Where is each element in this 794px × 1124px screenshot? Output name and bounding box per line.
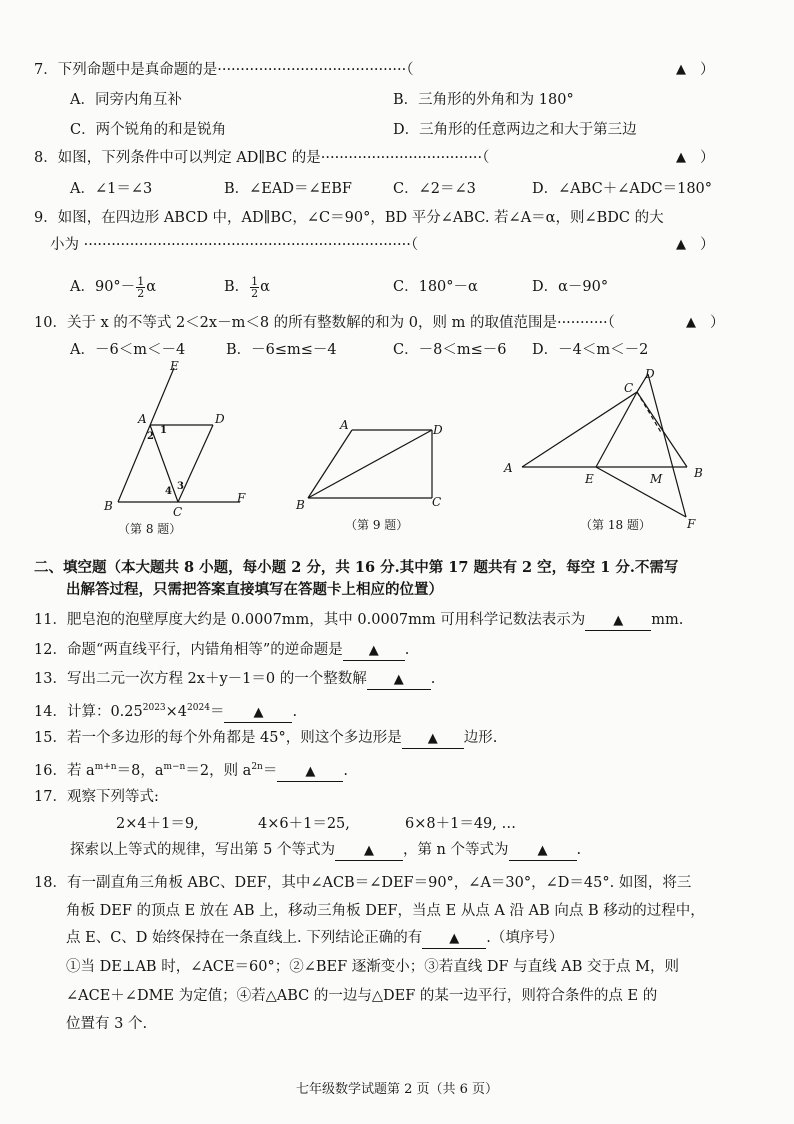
answer-blank: ▲ [277,763,343,782]
bracket-close: ） [710,315,725,331]
q12-post: . [404,642,410,658]
fraction-denominator: 2 [137,286,145,300]
q17-ask-line [0,838,794,862]
q11-text [34,608,683,632]
q17-eq1: 2×4＋1＝9, [116,816,199,832]
q18-text-2: 角板 DEF 的顶点 E 放在 AB 上，移动三角板 DEF，当点 E 从点 A 沿 AB 向点 B 移动的过程中， [66,903,705,919]
q18-line1 [0,871,794,895]
q9-stem-2: 小为 ·······································································（ [50,237,419,253]
q15-text [34,726,497,750]
q9-stem-line1 [0,206,794,230]
q10-option-a: A．－6＜m＜－4 [70,342,186,358]
q8-stem: 8．如图，下列条件中可以判定 AD∥BC 的是···································（ [34,150,490,166]
label-f: F [237,491,246,505]
label-m: M [650,472,663,486]
label-e: E [170,360,179,373]
q15-pre: 15．若一个多边形的每个外角都是 45°，则这个多边形是 [34,730,402,746]
q7-option-c: C．两个锐角的和是锐角 [70,122,227,138]
q9-stem-1: 9．如图，在四边形 ABCD 中，AD∥BC，∠C＝90°，BD 平分∠ABC. 若∠A＝α，则∠BDC 的大 [34,210,664,226]
q7-option-b: B．三角形的外角和为 180° [393,92,574,108]
q14-exp2: 2024 [187,703,210,713]
q9-options [0,272,794,302]
q13-line [0,667,794,691]
answer-blank: ▲ [585,612,651,631]
figure-8-caption: （第 8 题） [118,522,182,536]
fraction-denominator: 2 [251,286,259,300]
fraction-half [250,276,259,299]
q18-text-4: ①当 DE⊥AB 时，∠ACE＝60°；②∠BEF 逐渐变小；③若直线 DF 与直线 AB 交于点 M，则 [66,959,679,975]
q9-option-b-suffix: α [260,279,270,295]
q8-options [0,177,794,201]
answer-blank: ▲ [224,704,292,723]
q14-mid: ×4 [165,703,188,720]
q7-stem-line [0,58,794,82]
q8-option-b: B．∠EAD＝∠EBF [224,181,352,197]
q16-exp3: 2n [251,762,263,772]
q10-option-b: B．－6≤m≤－4 [226,342,337,358]
q13-text [34,667,435,691]
q9-option-b-prefix: B． [224,279,250,295]
q17-ask-mid: ，第 n 个等式为 [402,842,509,858]
q14-post: . [292,703,298,720]
bracket-close: ） [700,62,715,78]
q16-exp2: m−n [163,762,186,772]
label-d: D [215,412,225,426]
page-footer: 七年级数学试题第 2 页（共 6 页） [295,1082,499,1097]
label-a: A [504,461,513,475]
q16-line [0,755,794,779]
angle-4: 4 [165,486,172,497]
q18-line2 [0,899,794,923]
q17-ask [70,838,581,862]
q17-equations [0,812,794,836]
line-df [648,374,686,517]
answer-blank: ▲ [367,671,431,690]
answer-blank: ▲ [422,930,486,949]
bracket-close: ） [700,150,715,166]
q9-option-b [224,272,270,302]
label-a: A [340,418,349,432]
label-f: F [687,517,696,531]
angle-1: 1 [160,425,167,436]
q9-option-a-suffix: α [146,279,156,295]
q7-stem: 7．下列命题中是真命题的是·········································（ [34,62,414,78]
answer-blank: ▲ [343,642,405,661]
q14-eq: ＝ [209,703,225,720]
q10-stem-line [0,311,794,335]
q10-stem: 10．关于 x 的不等式 2＜2x－m＜8 的所有整数解的和为 0，则 m 的取值范围是···········（ [34,315,615,331]
angle-3: 3 [177,481,184,492]
q17-title: 17．观察下列等式: [34,789,159,805]
q8-option-a: A．∠1＝∠3 [70,181,153,197]
figure-9 [290,410,460,520]
q11-post: mm. [651,612,684,628]
q16-mid1: ＝8，a [116,762,164,779]
label-b: B [296,498,305,512]
q18-line6 [0,1012,794,1036]
q18-text-1: 18．有一副直角三角板 ABC、DEF，其中∠ACB＝∠DEF＝90°，∠A＝30°，∠D＝45°. 如图，将三 [34,875,692,891]
q11-pre: 11．肥皂泡的泡壁厚度大约是 0.0007mm，其中 0.0007mm 可用科学记数法表示为 [34,612,586,628]
q17-ask-pre: 探索以上等式的规律，写出第 5 个等式为 [70,842,335,858]
line-ac [150,425,178,502]
q9-option-a-prefix: A．90°－ [70,279,136,295]
q18-line5 [0,984,794,1008]
label-a: A [138,412,147,426]
q16-eq: ＝ [262,762,278,779]
figure-8 [100,360,260,520]
answer-blank: ▲ [509,842,577,861]
q18-text-3 [66,926,563,950]
q9-option-a [70,272,156,302]
q17-eq3: 6×8＋1＝49, … [405,816,516,832]
figure-18-caption: （第 18 题） [580,518,651,532]
section2-heading-2: 出解答过程，只需把答案直接填写在答题卡上相应的位置） [66,581,443,598]
answer-mark: ▲ [676,237,686,252]
q14-pre: 14．计算：0.25 [34,703,143,720]
answer-blank: ▲ [402,730,464,749]
angle-2: 2 [147,431,154,442]
section2-heading-1: 二、填空题（本大题共 8 小题，每小题 2 分，共 16 分.其中第 17 题共有 2 空，每空 1 分.不需写 [34,559,679,576]
figure-18 [500,362,720,532]
q18-text-5: ∠ACE＋∠DME 为定值；④若△ABC 的一边与△DEF 的某一边平行，则符合条件的点 E 的 [66,988,658,1004]
q7-option-a: A．同旁内角互补 [70,92,182,108]
q8-option-c: C．∠2＝∠3 [393,181,476,197]
q7-options-row2 [0,118,794,142]
bracket-close: ） [700,237,715,253]
label-e: E [585,472,594,486]
q16-exp1: m+n [94,762,117,772]
line-ac [522,392,637,467]
q12-text [34,638,409,662]
answer-mark: ▲ [686,315,696,330]
q14-line [0,696,794,720]
answer-mark: ▲ [676,150,686,165]
label-c: C [432,495,442,509]
figure-9-caption: （第 9 题） [345,518,409,532]
q10-options [0,338,794,362]
fraction-numerator: 1 [251,274,259,288]
q17-eq2: 4×6＋1＝25, [258,816,350,832]
q18-text-6: 位置有 3 个. [66,1016,148,1032]
q13-post: . [430,671,436,687]
q12-pre: 12．命题“两直线平行，内错角相等”的逆命题是 [34,642,343,658]
label-c: C [173,505,183,519]
q17-ask-post: . [576,842,582,858]
q15-post: 边形. [463,730,498,746]
fraction-numerator: 1 [137,274,145,288]
q9-option-c: C．180°－α [393,279,478,295]
q12-line [0,638,794,662]
q10-option-d: D．－4＜m＜－2 [532,342,649,358]
q17-title-line [0,785,794,809]
q8-option-d: D．∠ABC＋∠ADC＝180° [532,181,713,197]
q16-mid2: ＝2，则 a [185,762,252,779]
q13-pre: 13．写出二元一次方程 2x＋y－1＝0 的一个整数解 [34,671,367,687]
q8-stem-line [0,146,794,170]
line-bd [308,430,432,498]
line-ab [308,430,352,498]
label-c: C [624,381,634,395]
q11-line [0,608,794,632]
q18-line4 [0,955,794,979]
fraction-half [136,276,145,299]
q16-pre: 16．若 a [34,762,95,779]
q9-option-d: D．α－90° [532,279,609,295]
q9-stem-line2 [0,233,794,257]
label-b: B [104,499,113,513]
q16-text [34,755,348,783]
label-d: D [433,423,443,437]
q16-post: . [343,762,348,779]
q14-text [34,696,297,724]
label-b: B [694,466,703,480]
section2-heading-line1 [0,556,794,580]
q7-option-d: D．三角形的任意两边之和大于第三边 [393,122,637,138]
label-d: D [645,367,655,381]
line-ec [596,392,637,467]
answer-blank: ▲ [335,842,403,861]
q7-options-row1 [0,88,794,112]
answer-mark: ▲ [676,62,686,77]
q10-option-c: C．－8＜m≤－6 [393,342,507,358]
q18-line3-pre: 点 E、C、D 始终保持在一条直线上. 下列结论正确的有 [66,930,423,946]
section2-heading-line2 [0,578,794,602]
line-ef [596,467,686,517]
q14-exp1: 2023 [142,703,166,713]
q18-line3 [0,926,794,950]
q18-line3-post: .（填序号） [486,930,564,946]
q15-line [0,726,794,750]
line-cb [637,392,687,467]
